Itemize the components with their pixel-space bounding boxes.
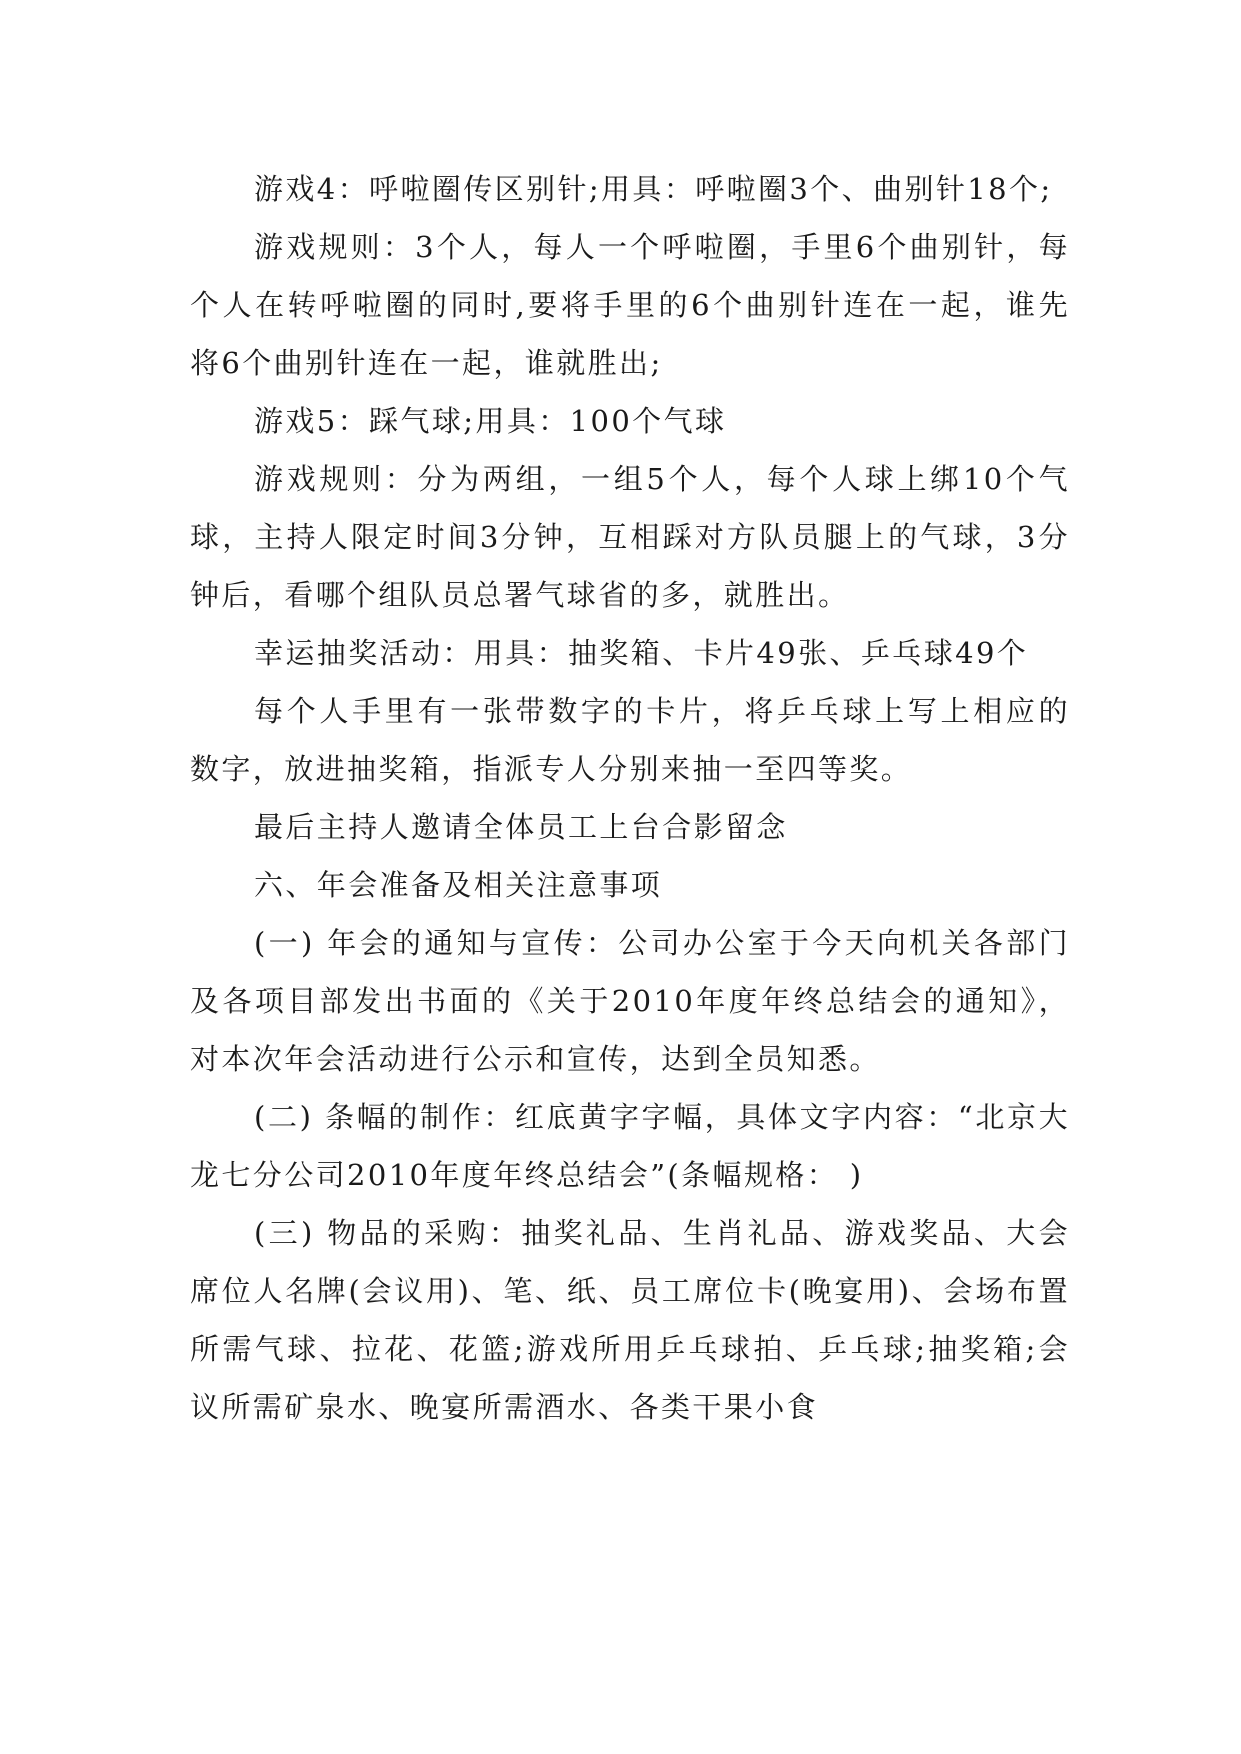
paragraph-game5-title: 游戏5：踩气球;用具：100个气球 [254,404,727,438]
paragraph-lottery-title: 幸运抽奖活动：用具：抽奖箱、卡片49张、乒乓球49个 [254,636,1029,670]
paragraph-purchasing: (三) 物品的采购：抽奖礼品、生肖礼品、游戏奖品、大会席位人名牌(会议用)、笔、纸、员工席位卡(晚宴用)、会场布置所需气球、拉花、花篮;游戏所用乒乓球拍、乒乓球;抽奖箱;会议所需矿泉水、晚宴所需酒水、各类干果小食 [190,1216,1070,1424]
paragraph-game4-rules: 游戏规则：3个人，每人一个呼啦圈，手里6个曲别针，每个人在转呼啦圈的同时,要将手里的6个曲别针连在一起，谁先将6个曲别针连在一起，谁就胜出; [190,230,1070,380]
section-heading-preparation: 六、年会准备及相关注意事项 [254,868,663,902]
paragraph-notice: (一) 年会的通知与宣传：公司办公室于今天向机关各部门及各项目部发出书面的《关于2010年度年终总结会的通知》，对本次年会活动进行公示和宣传，达到全员知悉。 [190,926,1070,1076]
paragraph-banner: (二) 条幅的制作：红底黄字字幅，具体文字内容：“北京大龙七分公司2010年度年终总结会”(条幅规格： ) [190,1100,1070,1192]
paragraph-game5-rules: 游戏规则：分为两组，一组5个人，每个人球上绑10个气球，主持人限定时间3分钟，互相踩对方队员腿上的气球，3分钟后，看哪个组队员总署气球省的多，就胜出。 [190,462,1070,612]
paragraph-group-photo: 最后主持人邀请全体员工上台合影留念 [254,810,788,844]
paragraph-game4-title: 游戏4：呼啦圈传区别针;用具：呼啦圈3个、曲别针18个; [254,172,1053,206]
paragraph-lottery-rules: 每个人手里有一张带数字的卡片，将乒乓球上写上相应的数字，放进抽奖箱，指派专人分别来抽一至四等奖。 [190,694,1070,786]
document-body [190,160,1070,1436]
